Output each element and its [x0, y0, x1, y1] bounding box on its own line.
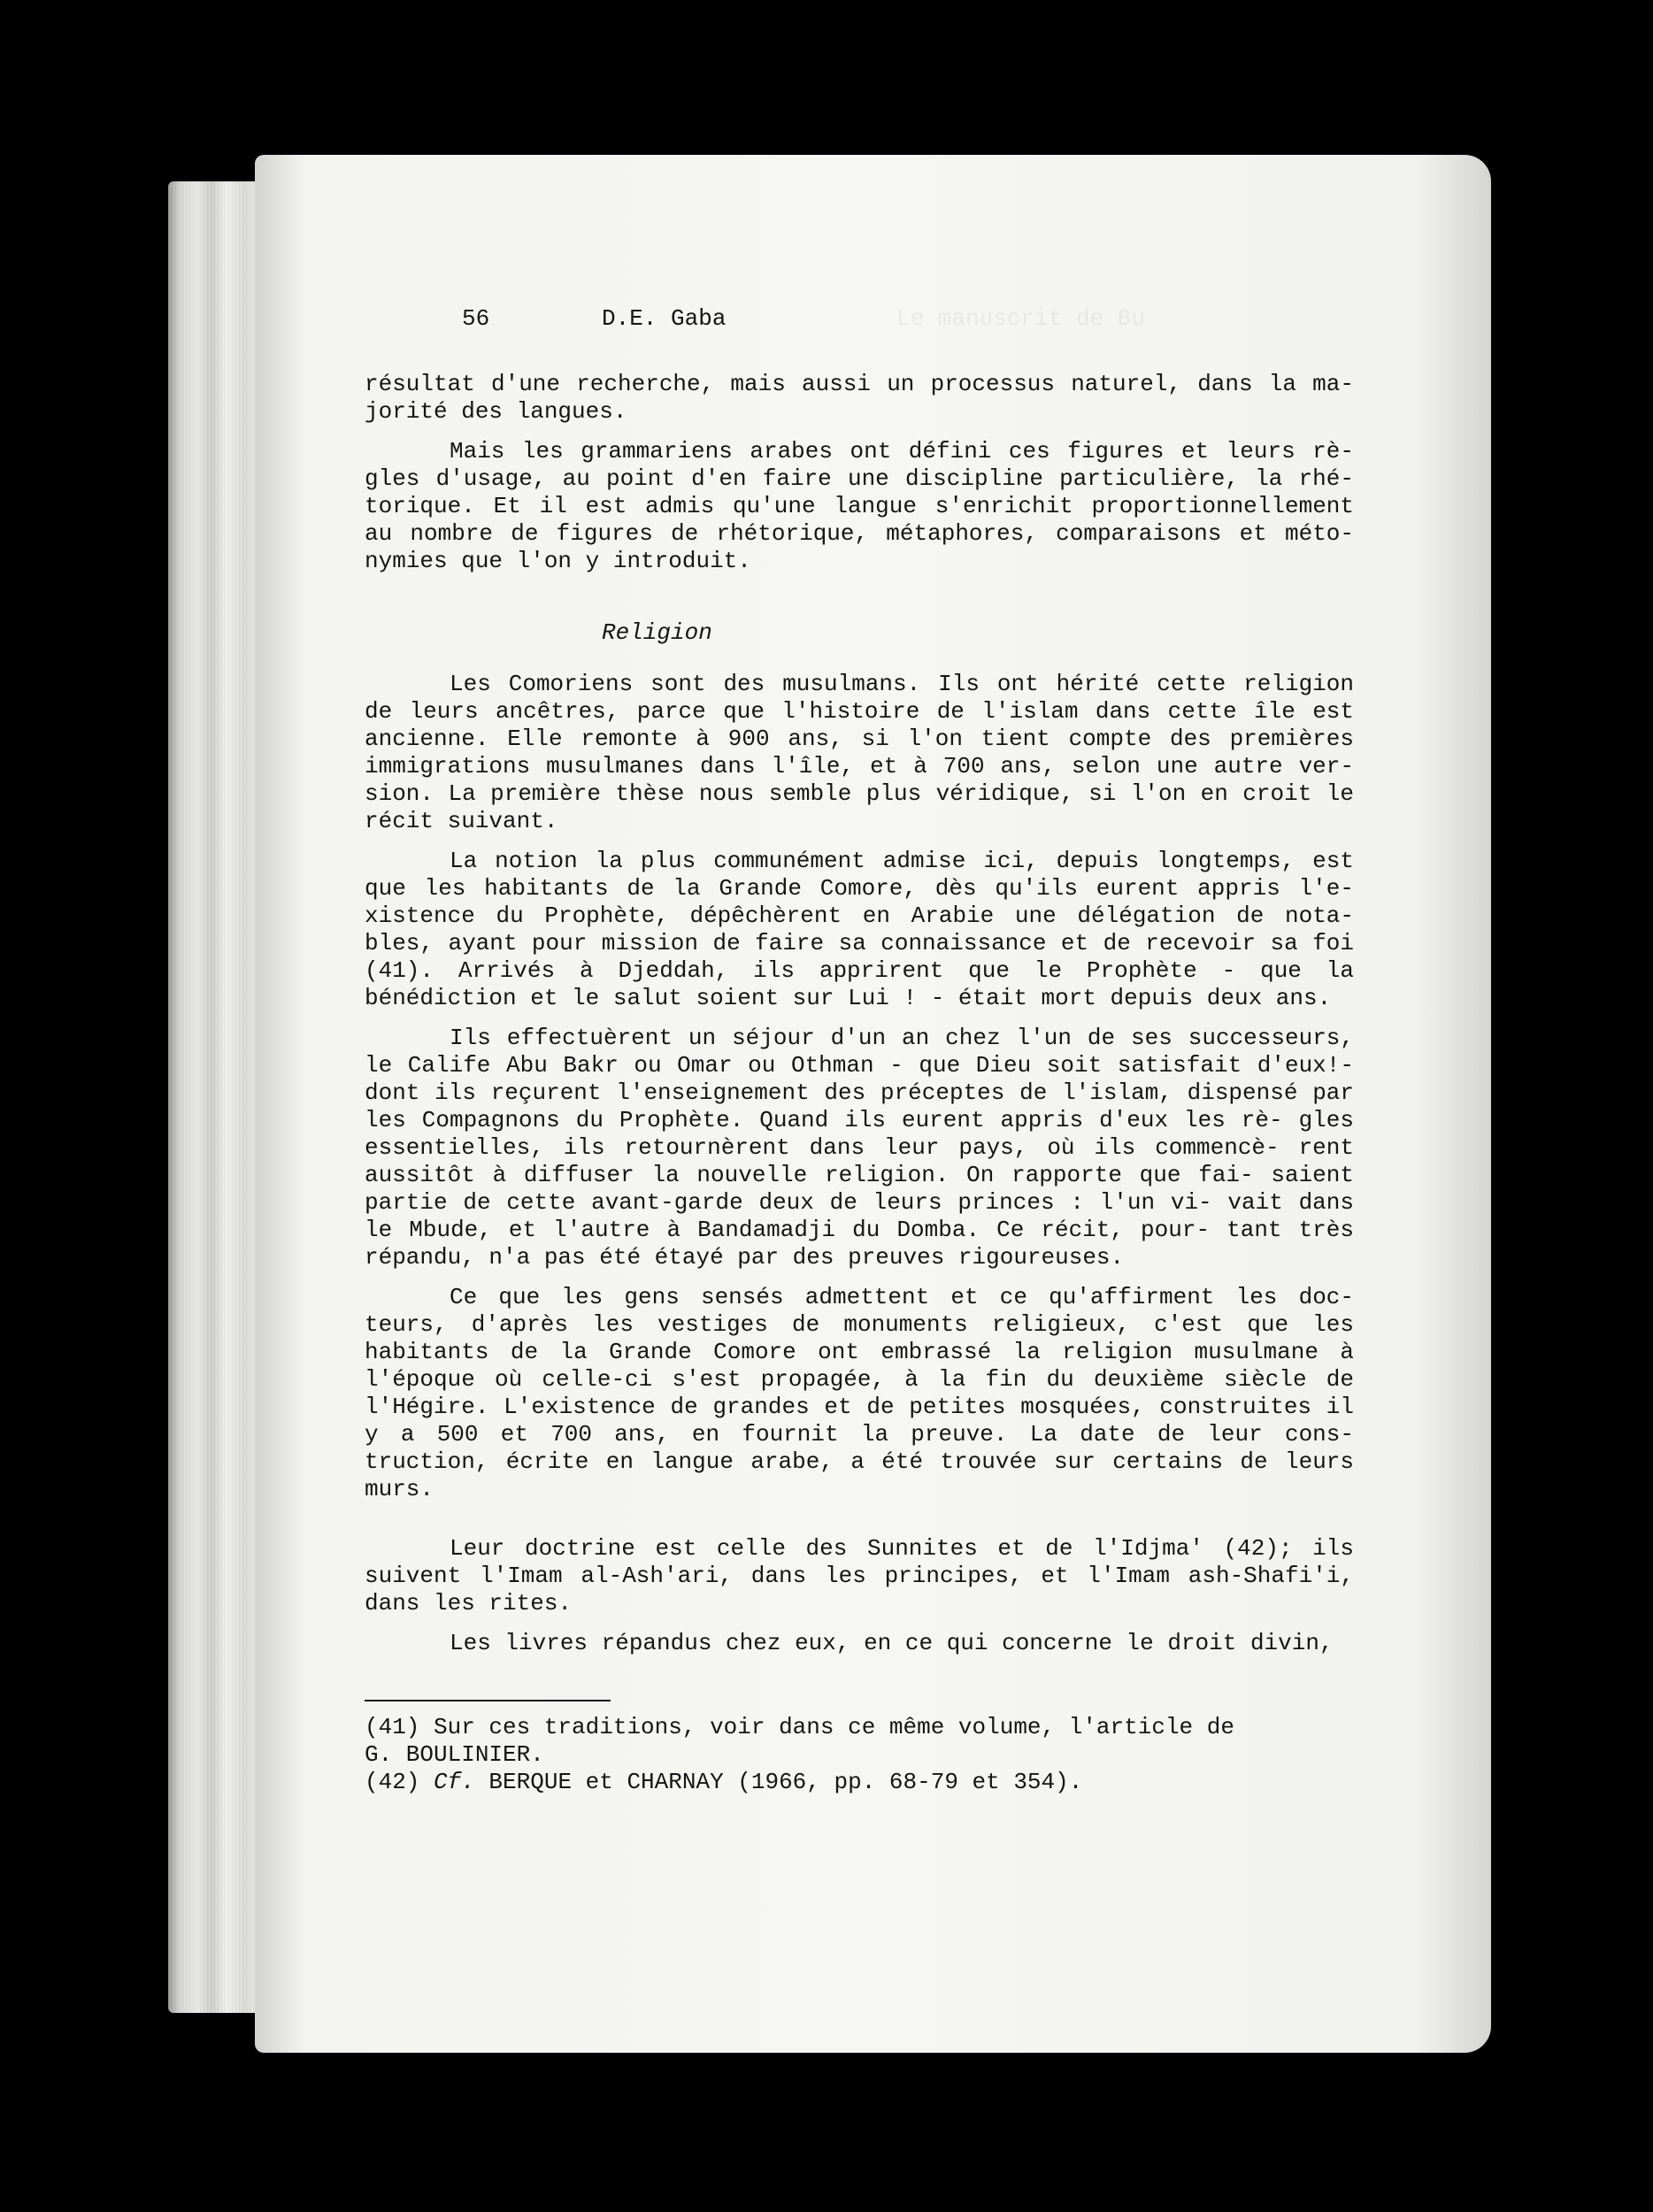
- bleed-through-heading: Le manuscrit de Bu: [896, 305, 1145, 332]
- paragraph-5: Ils effectuèrent un séjour d'un an chez l'un de ses successeurs, le Calife Abu Bakr ou Omar ou Othman - que Dieu soit satisfait d'eux!- dont ils reçurent l'enseignement des préceptes de l'islam, dispensé par les Compagnons du Prophète. Quand ils eurent appris d'eux les rè- gles essentielles, ils retournèrent dans leur pays, où ils commencè- rent aussitôt à diffuser la nouvelle religion. On rapporte que fai- saient partie de cette avant-garde deux de leurs princes : l'un vi- vait dans le Mbude, et l'autre à Bandamadji du Domba. Ce récit, pour- tant très répandu, n'a pas été étayé par des preuves rigoureuses.: [365, 1025, 1355, 1271]
- footnote-rule: [365, 1700, 611, 1701]
- footnote-41: (41) Sur ces traditions, voir dans ce même volume, l'article de G. BOULINIER.: [365, 1714, 1234, 1768]
- cf-italic: Cf.: [434, 1769, 475, 1795]
- paragraph-7: Leur doctrine est celle des Sunnites et de l'Idjma' (42); ils suivent l'Imam al-Ash'ari, dans les principes, et l'Imam ash-Shafi'i, dans les rites.: [365, 1535, 1354, 1617]
- page-header: [462, 305, 1423, 341]
- footnote-42: (42) Cf. BERQUE et CHARNAY (1966, pp. 68-79 et 354).: [365, 1769, 1083, 1795]
- page-number: 56: [462, 305, 490, 332]
- running-head: D.E. Gaba: [602, 305, 727, 332]
- paragraph-1: résultat d'une recherche, mais aussi un processus naturel, dans la ma- jorité des langues.: [365, 371, 1354, 425]
- page-edges: [168, 181, 265, 2013]
- page-content: [365, 305, 1423, 1796]
- section-heading-religion: Religion: [602, 619, 712, 646]
- footnotes: [365, 1714, 1423, 1796]
- paragraph-3: Les Comoriens sont des musulmans. Ils ont hérité cette religion de leurs ancêtres, parce que l'histoire de l'islam dans cette île est ancienne. Elle remonte à 900 ans, si l'on tient compte des premières immigrations musulmanes dans l'île, et à 700 ans, selon une autre ver- sion. La première thèse nous semble plus véridique, si l'on en croit le récit suivant.: [365, 671, 1354, 834]
- body-text: [365, 371, 1423, 1657]
- paragraph-6: Ce que les gens sensés admettent et ce qu'affirment les doc- teurs, d'après les vestiges de monuments religieux, c'est que les habitants de la Grande Comore ont embrassé la religion musulmane à l'époque où celle-ci s'est propagée, à la fin du deuxième siècle de l'Hégire. L'existence de grandes et de petites mosquées, construites il y a 500 et 700 ans, en fournit la preuve. La date de leur cons- truction, écrite en langue arabe, a été trouvée sur certains de leurs murs.: [365, 1284, 1354, 1502]
- paragraph-2: Mais les grammariens arabes ont défini ces figures et leurs rè- gles d'usage, au point d'en faire une discipline particulière, la rhé- torique. Et il est admis qu'une langue s'enrichit proportionnellement au nombre de figures de rhétorique, métaphores, comparaisons et méto- nymies que l'on y introduit.: [365, 438, 1354, 574]
- paragraph-4: La notion la plus communément admise ici, depuis longtemps, est que les habitants de la Grande Comore, dès qu'ils eurent appris l'e- xistence du Prophète, dépêchèrent en Arabie une délégation de nota- bles, ayant pour mission de faire sa connaissance et de recevoir sa foi (41). Arrivés à Djeddah, ils apprirent que le Prophète - que la bénédiction et le salut soient sur Lui ! - était mort depuis deux ans.: [365, 848, 1354, 1011]
- paragraph-8: Les livres répandus chez eux, en ce qui concerne le droit divin,: [450, 1630, 1334, 1656]
